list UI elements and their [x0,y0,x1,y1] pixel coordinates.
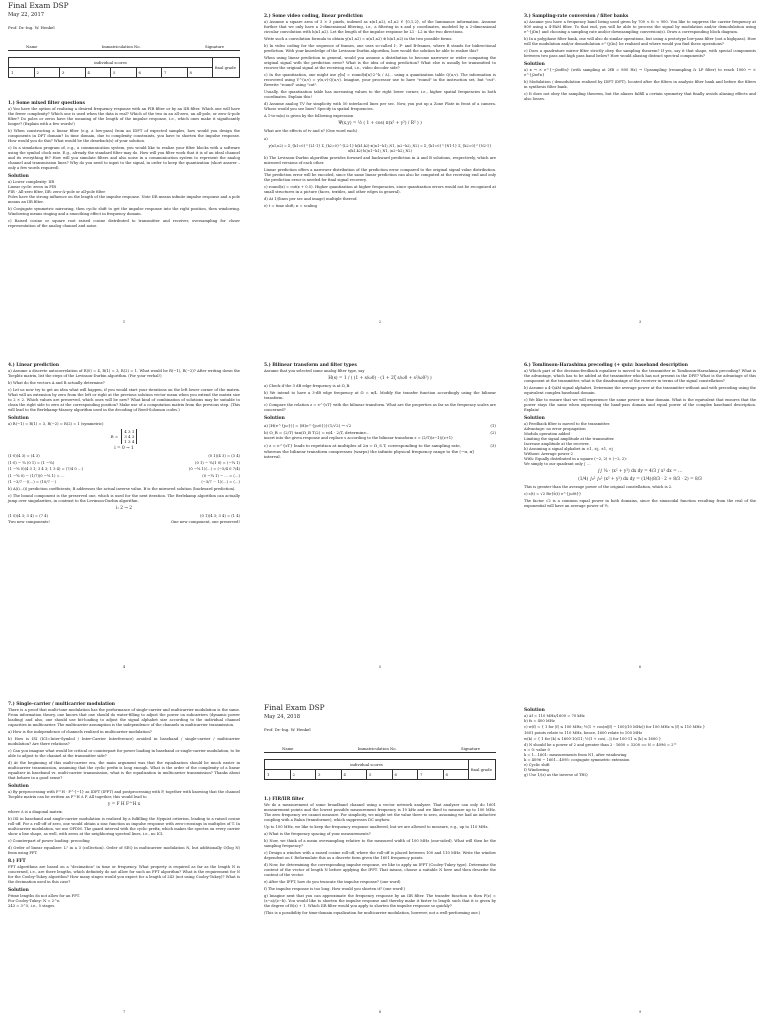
signature-line [8,44,240,51]
iteration-left: (1·0)(4 3) = (4 3) [8,454,40,458]
toeplitz-matrix [8,429,240,444]
score-cell: 1 [9,68,35,78]
question-text: b) What do the vectors A and B actually determine? [8,381,105,385]
name-label: Name [26,44,38,49]
ofdm-formula: y = F H F^H x [107,802,141,807]
solution-text: a) By preprocessing with F^H · F^{−1} as IDFT (IFFT) and postprocessing with F, together with knowing that the channel Toeplitz matrix can be written as F^H Λ F. All together, this would lead to [8,790,240,799]
solution-text: b) The Levinson-Durbin algorithm provides forward and backward prediction in A and B solutions, respectively, which are mirrored versions of each other. [264,156,496,165]
equation-text: c) z = e^{sT} leads to repetition at multiples of 2π = Ω_S T, corresponding to the sampling rate, whereas the bilinear transform compresses (warps) the infinite physical frequency range to the (−π, π] interval. [264,443,474,459]
solution-heading: Solution [8,416,29,421]
section-heading: 2.) Some video coding, linear prediction [264,14,363,19]
exam-title: Final Exam DSP [8,1,69,10]
question-text: b) We intend to have a 3-dB edge frequency at Ω = π/4. Modify the transfer function accordingly using the bilinear transform. [264,391,496,400]
solution-heading: Solution [524,416,545,421]
score-cell: 2 [290,770,316,780]
iteration-row [8,467,240,473]
question-text: (This is a possibility for time-domain equalization for multicarrier modulation, however, not a well-performing one.) [264,911,481,915]
solution-line: d) N should be a power of 2 and greater than 2 · 1600 = 3200 ⟹ N = 4096 = 2¹² [524,743,677,747]
question-text: c) Can you imagine what would be critical or counterpart for power loading in baseband or single-carrier modulation, to be able to adjust to the channel at the transmitter side? [8,749,240,758]
question-text: b) When constructing a linear filter (e.g. a low-pass) from an IDFT of expected samples, how would you design the components in DFT domain? In time domain, due to complexity constraints, you have to shorten the impulse response. How would you do this? What would be the drawback(s) of your solution. [8,129,240,143]
solution-text: b) A(i)...(i) prediction coefficients; B addresses the actual inverse value. B is the mirrored solution (backward prediction). [8,486,236,491]
solution-text: c) s(t) = √2 Re{s̃(t) e^{jω0t}} [524,492,582,496]
equation-number: (3) [490,443,496,448]
professor-name: Prof. Dr.-Ing. W. Henkel [264,727,311,732]
solution-line: 1601 points relate to 110 MHz, hence, 1600 relate to 100 MHz [524,731,643,735]
page-number: 2 [378,319,382,324]
iteration-left: (1 −3/7 ···)(…) = (10/7 ···) [8,480,56,484]
solution-line: a) Δf = 110 MHz/1600 = 70 kHz [524,714,585,718]
page-number: 1 [122,319,126,324]
solution-line: b) Assuming a signal alphabet in ±1, ±j, ±1, ±j [524,447,613,451]
question-text: Up to 100 MHz, we like to keep the frequency response unaltered, but we are allowed to measure, e.g., up to 110 MHz. [264,825,489,829]
solution-heading: Solution [264,416,285,421]
solution-line: g) Use 1/(z) as the inverse of THQ [524,773,588,777]
question-text: What are the effects of tv and x? (One word each) [264,129,358,133]
equation-row [264,423,496,429]
solution-line: With: Equally distributed in a square (−2, 2) × (−2, 2): [524,457,627,461]
professor-name: Prof. Dr.-Ing. W. Henkel [8,25,55,30]
score-cell: 4 [85,68,111,78]
question-text: b) Assume a 4-QAM signal alphabet. Determine the average power at the transmitter without and with precoding using the equivalent complex baseband domain. [524,386,756,395]
solution-line: We simply to our quadrant only ∫ … [524,462,591,466]
solution-line: k = 1...1601: measurements from N1, after windowing [524,753,627,757]
iteration-left: (1 0)(4 3; 3 4) = (7 4) [8,513,48,518]
section-heading: 8.) FFT [8,859,26,864]
solution-text: c) The bound component is the preserved one, which is used for the next iteration. The Berlekamp algorithm can actually jump over singularities, in contrast to the Levinson-Durbin algorithm. [8,493,240,503]
name-label: Name [282,746,294,751]
solution-text: b) Conjugate symmetric mirroring, then cyclic shift to get the impulse response into the right position, then windowing. Windowing means ringing and a smoothing effect in frequency domain. [8,207,240,216]
exam-page-8 [260,690,500,1020]
question-text: c) Design a window with a raised cosine roll-off, where the roll-off is placed between 100 and 110 MHz. Write the window dependent on f. Reformulate this as a discrete form given the 1601 frequency points. [264,851,496,860]
solution-text: insert into the given response and replace s according to the bilinear transform s = (2/T)(z−1)/(z+1) [264,436,453,440]
solution-line: k = 4096 − 1601...4095: conjugate symmetric extension [524,758,630,762]
convolution-formula: y(n1,n2) = Σ_{k1=0}^{L1-1} Σ_{k2=0}^{L2-1} h(k1,k2)·x(⟨n1−k1⟩_N1, ⟨n2−k2⟩_N2) = Σ_{k1=0}^{N1-1} Σ_{k2=0}^{N2-1} x(k1,k2)·h(⟨n1−k1⟩_N1, ⟨n2−k2⟩_N2) [268,144,492,153]
score-cell: 7 [418,770,444,780]
solution-line: Increase amplitude at the receiver. [524,442,590,446]
page-number: 7 [122,1009,126,1014]
question-text: c) Does a quadrature mirror filter strictly obey the sampling theorem? If yes, say it that shape, with special components between two pass and high pass band below? How would aliasing distract spectral components? [524,49,756,58]
question-text: g) Imagine next that you can approximate the frequency response by an IIR filter. The transfer function is then F(z) = (z−a)/(z−b). You would like to shorten the impulse response and thereby make it faster to length such that it is given by the degree of B(z) + 1. Which IIR filter would you apply to shorten the impulse response so quickly? [264,894,496,908]
section-heading: 4.) Linear prediction [8,363,60,368]
solution-line: a) Feedback filter is moved to the transmitter. [524,422,611,426]
score-cell: 3 [316,770,342,780]
solution-line: Advantage: no error propagation [524,427,586,431]
solution-line: b) fs = 400 MHz [524,719,555,723]
power-integral-formula: (1/4) ∫₀² ∫₀² (x² + y²) dx dy = (1/4)(8/3 · 2 + 8/3 · 2) = 8/3 [578,477,702,482]
exam-page-2 [260,0,500,330]
immatriculation-label: Immatriculation No. [101,44,141,49]
zone-plate-formula: Ψ(x,y) = ½ ( 1 + cos( π(x² + y²) / R² ) ) [338,121,422,126]
page-number: 4 [122,664,126,669]
section-heading: 7.) Single-carrier / multicarrier modulation [8,702,115,707]
score-cell: 3 [60,68,86,78]
page-number: 3 [638,319,642,324]
section-heading: 3.) Sampling-rate conversion / filter banks [524,14,629,19]
question-text: a) Which part of the decision-feedback equalizer is moved to the transmitter in Tomlinson-Harashima precoding? What is the advantage, which has to be added at the transmitter which has not present in the DFE? What is the advantage of this component at the transmitter, what is the disadvantage of the receiver in terms of the signal constellation? [524,369,756,383]
iteration-right: (0 1)(4 3) = (3 4) [208,454,240,458]
solution-text: a) Lower complexity: IIR Linear cycle: zeros in FIR FIR - All-zero filter, IIR: zero-&-pole or all-pole filter Poles have the strong influence on the length of the impulse response. Note IIR means infinite impulse response and a pole means an IIR filter. [8,180,240,204]
solution-text: Linear prediction offers a narrower distribution of the prediction error compared to the original signal value distribution. The prediction error will be encoded, since the same linear prediction can also be computed at the receiving end and only the prediction error is needed for final signal recovery. [264,168,496,182]
question-text: b) Now, we think of a mean oversampling relative to the measured width of 100 MHz (one-sided). What will then be the sampling frequency? [264,839,496,848]
score-table [8,57,240,78]
question-text: Write such a convolution formula to obtain y(n1,n2) = x(n1,n2) ⊛ h(n1,n2) in the two possible forms. [264,37,453,41]
signature-line [264,746,496,753]
iteration-row [8,480,240,486]
question-text: f) The impulse response is too long. How would you shorten it? (one word!) [264,887,406,891]
score-cell: 1 [265,770,291,780]
solution-heading: Solution [524,708,545,713]
signature-label: Signature [461,746,480,751]
question-text: d) At the beginning of this multi-carrier era, the main argument was that the equalization should be much easier in multicarrier transmission, assuming that the cyclic prefix is long enough. What is the order of the complexity of a linear equalizer in baseband vs. multi-carrier transmission, what is the equalization in multicarrier transmission? Thanks about that behave in a good sense? [8,761,240,780]
question-text: b) In video coding for the sequence of frames, one uses so-called I-, P- and B-frames, where B stands for bidirectional prediction. With your knowledge of the Levinson-Durbin algorithm, how would the solution be able to realize this? [264,44,496,53]
question-text: b) In a polyphase filter bank, one will also do similar operations, but using a prototype low-pass filter (not a highpass). How will the modulation and/or demodulation e^{jΩn} be realized and where would you find these operations? [524,37,756,46]
matrix-body [121,429,137,444]
solution-line: f) Windowing [524,768,549,772]
equation-number: (2) [490,429,496,435]
page-number: 5 [378,664,382,669]
solution-line: w(k) = { 1 for |k| ≤ 1600·10/11; ½(1 + cos(…)) for 100·11 ≤ |k| ≤ 1600 } [524,737,662,741]
question-text: c) In a simulation program of, e.g., a communication system, you would like to realize your filter blocks with a software using the symbol clock rate. E.g., already the standard filter may do. How will you filter work that it is of an ideal channel and its everything fit? How will you simulate filters and also noise in a communication system to represent the analog channel and transmission lines? Why do you need to input to the signal, in order to keep the quantization (short answer – only a few words required). [8,146,240,170]
solution-text: a) R(−1) = R(1) = 3, R(−2) = R(2) = 1 (symmetric) [8,422,104,426]
iteration-right: (0 1)(4 3; 3 4) = (1 4) [200,513,240,518]
solution-text: b) ISI in baseband and single-carrier modulation is realized by a fulfilling the Nyquist criterion, leading to a raised cosine roll-off. For a roll-off of zero, one would obtain a sinc function as impulse response with zero-crossings in multiples of T. In multicarrier modulation, we use OFDM. The guard interval with the cyclic prefix, which makes the spectra on every carrier show a line shape, as well, with zeros at the neighboring spectral lines, i.e., no ICI. [8,817,240,836]
final-grade-label: final grade [213,58,240,78]
score-cell: 4 [341,770,367,780]
equation-number: (1) [490,423,496,428]
question-text: c) In the quantization, one might use y[n] = round(x[n]·2^k / Δ)... using a quantization table Q(u,v). The information is recovered using Y^(u,v) = y(u,v)·Q(u,v). Imagine, your processor use to have "round" in the instruction set, but "cut". Rewrite "round" using "cut". [264,73,496,87]
exam-title: Final Exam DSP [264,703,325,712]
immatriculation-label: Immatriculation No. [357,746,397,751]
exam-page-9 [520,690,760,1020]
solution-line: Limiting the signal amplitude at the transmitter. [524,437,615,441]
equation-row [264,430,496,436]
question-text: d) Assume analog TV for simplicity with 50 interlaced lines per sec. Now, you put up a Zone Plate in front of a camera. Whose would you see lines? Specify in spatial frequencies. [264,102,496,111]
question-text: c) Compare the relation z = e^{sT} with the bilinear transform. What are the properties as far as the frequency scales are concerned? [264,403,496,412]
score-cell: 7 [162,68,188,78]
iteration-row [8,520,240,526]
solution-line: Without: Average power 2 [524,452,573,456]
iteration-left: (1 −¾ 0)(4 3 1; 3 4 3; 1 3 4) = (7/4 0 …) [8,467,84,471]
question-text: b) How is ISI (ICI=Inter-Symbol / Inter-Carrier Interference) avoided in baseband / single-carrier / multicarrier modulation? Are there relations? [8,737,240,746]
individual-scores-label: individual scores [265,760,469,770]
final-grade-label: final grade [469,760,496,780]
question-text: There is a proof that multi-tone modulation has the performance of single-carrier and multicarrier modulation is the same. From information theory, one knows that one should do water-filling to adjust the power on subcarriers (dynamic power loading) and also, one should use bit-loading to adjust the signal alphabet size according to the individual channel capacities in multicarrier. The multicarrier assumption is the independence of the channels in multicarrier transmission. [8,708,240,727]
solution-text: c) It does not obey the sampling theorem, but the aliases fulfill a certain symmetry that finally avoids aliasing effects and also losses. [524,92,756,101]
solution-text: d) At 1/(lines per sec and image) multiple thereof. [264,197,358,201]
score-table [264,759,496,780]
exam-page-5 [260,345,500,675]
solution-text: e) t = time shift; n = scaling [264,204,317,208]
iteration-row [8,461,240,467]
iteration-row [8,514,240,520]
solution-text: c) Raised cosine or square root raised cosine distributed to transmitter and receiver, oversampling for closer representation of the analog channel and noise. [8,219,240,228]
iteration-left: (1 −¾ 0) − (1/7)(0 −¾ 1) = … [8,473,65,478]
question-text: Assume that you selected some analog filter type, say [264,369,365,373]
section-heading: 1.) FIR/IIR filter [264,797,304,802]
solution-line: x = 0: value 0 [524,748,550,752]
matrix-row: 4 3 1 [124,429,135,434]
question-text: c) Let us now try to get an idea what will happen, if you would start your iterations on the left lower corner of the matrix. What will an extension by zero from the left or right at the previous solution vector mean when you extend the matrix size to 2 × 2. Which values are preserved, which ones will be new? What kind of combination of solutions may be suitable to clean the right side to zero at the corresponding position? Make use of a computation matrix from the previous step. (This will lead to the Berlekamp-Massey algorithm used in the decoding of Reed-Solomon codes.) [8,388,240,412]
iteration-label: i: 2 → 2 [116,505,132,511]
solution-heading: Solution [8,784,29,789]
exam-page-6 [520,345,760,675]
solution-text: The factor √2 is a common equal power in both domains, since the sinusoidal function resulting from the real of the exponential will have an average power of ½. [524,499,756,508]
question-text: Usually, the quantization table has increasing values to the right lower corner, i.e., higher spatial frequencies in both coordinates. Explain this! [264,90,496,99]
solution-line: e) Cyclic shift [524,763,550,767]
question-text: c) We like to ensure that we will experience the same power in time domain. What is the equivalent that ensures that the power stays the same when expressing the band-pass domain and equal power of the complex baseband description. Explain! [524,398,756,412]
individual-scores-label: individual scores [9,58,213,68]
section-heading: 5.) Bilinear transform and filter types [264,363,357,368]
exam-page-1 [4,0,244,330]
question-text: e) After the IFFT, how do you truncate the impulse response? (one word) [264,880,401,884]
solution-heading: Solution [8,174,29,179]
question-text: a) What is the frequency spacing of your measurements? [264,832,371,836]
iteration-label: i = 0 → 1 [114,446,134,451]
section-heading: 1.) Some mixed filter questions [8,101,85,106]
note-left: Two new components! [8,520,50,524]
transfer-function-formula: H(s) = 1 / ( (1 + s/ω0) · (1 + 2ζ s/ω0 + s²/ω0²) ) [328,376,432,381]
exam-page-4 [4,345,244,675]
iteration-row [8,474,240,480]
solution-heading: Solution [524,62,545,67]
matrix-row: 1 3 4 [124,439,135,444]
solution-line: c) w(f) = { 1 for |f| ≤ 100 MHz; ½(1 + cos(π(|f| − 100)/10 MHz)) for 100 MHz ≤ |f| ≤ 110 MHz } [524,725,706,729]
exam-page-3 [520,0,760,330]
solution-heading: Solution [8,888,29,893]
score-cell: 6 [392,770,418,780]
question-text: a) Assume a square area of 3 × 3 pixels, indexed as x(n1,n2), n1,n2 ∈ {0,1,2}, of the luminance information. Assume further that we only have a 2-dimensional filtering, i.e., a filtering in x and y coordinates, modeled by a 2-dimensional circular convolution with h(n1,n2). Let the length of the impulse response be L1 · L2 in the two directions. [264,20,496,34]
exam-date: May 24, 2018 [264,713,301,720]
solution-text: c) Counterpart of power loading: precoding [8,839,90,843]
iteration-left: (1·0) − ¾ (0 1) = (1 −¾) [8,460,55,465]
solution-text: a) [264,137,268,141]
iteration-right: (0 1) − ¾(1 0) = (−¾ 1) [195,460,240,465]
score-cell: 5 [367,770,393,780]
solution-text: b) Modulation / demodulation realized by IDFT (DFT), located after the filters in analysis filter bank and before the filters in synthesis filter bank. [524,80,756,89]
question-text: a) Assume you have a frequency band being used given by 700 < fc < 900. You like to suppress the carrier frequency at 800 using a 4-PAM filter. To that end, you will be able to process the signal by modulation and/or demodulation using e^{jΩn} and choosing a sampling rate and/or downsampling conversion(s). Draw a corresponding block diagram. [524,20,756,34]
page-number: 8 [378,1009,382,1014]
exam-date: May 22, 2017 [8,11,45,18]
score-cell: 2 [34,68,60,78]
question-text: a) Check if the 3 dB edge frequency is at Ω_B. [264,384,351,388]
question-text: FFT algorithms are based on a "decimation" in time or frequency. What property is required as far as the length N is concerned, i.e., are there lengths, which definitely do not allow for such an FFT algorithm? What is the requirement for N for the Cooley-Tukey algorithm? How many stages would you expect for a length of 243 (not using Cooley-Tukey)? What is the decimation used in this case? [8,865,240,884]
solution-line: Modulo operation added [524,432,570,436]
question-text: A 1-to-m(n) is given by the following expression [264,114,354,118]
score-cell: 8 [443,770,469,780]
score-cell: 8 [187,68,213,78]
iteration-right: (0 −¾ 1) − … = (…) [202,473,240,478]
equation-row [264,443,496,460]
solution-text: c) round(x) = cut(x + 0.5). Higher quantization at higher frequencies, since quantization errors would not be recognized at small structures in a picture (faces, textiles, and other edges in general). [264,185,496,194]
page-number: 9 [638,1009,642,1014]
equation-text: b) Ω_B = (2/T) tan(Ω_B T/2) = π/4 · 2/T, determine... [264,429,370,435]
question-text: a) You have the option of realizing a desired frequency response with an FIR filter or by an IIR filter. Which one will have the fewer complexity? Which one is used when the data is real? Which of the two in an all-zero, an all-pole, or zero-&-pole filter? Do poles or zeros have the meaning of the length of the impulse response, i.e., which ones make it significantly longer? (Explain with a few words!) [8,107,240,126]
question-text: a) Assume a discrete autocorrelation of R(0) = 4, R(1) = 3, R(2) = 1. What would be R(−1), R(−2)? After writing down the Toeplitz matrix, list the steps of the Levinson-Durbin algorithm. (For your verbal!) [8,369,240,378]
note-right: One new component, one preserved! [171,520,240,524]
equation-text: a) |H(e^{jω})| = |H(e^{jω0})|·(1/√2) → √2 [264,423,352,428]
solution-text: Prime lengths do not allow for an FFT. For Cooley-Tukey: N = 2^n 243 = 3^5, i.e., 5 stages. [8,894,80,908]
question-text: a) How is the independence of channels realized in multicarrier modulation? [8,730,152,734]
solution-text: This is greater than the average power of the original constellation, which is 2. [524,485,673,489]
score-cell: 6 [136,68,162,78]
power-integral-formula: ∫∫ ¼ · (x² + y²) dx dy = 4/3 ∫ x² dx = … [597,469,683,474]
exam-page-7 [4,690,244,1020]
iteration-right: (−3/7 ··· 1)(…) = (…) [201,480,240,484]
question-text: When using linear prediction in general, would you assume a distribution to become narrower or wider comparing the original signal with the prediction error? What is the idea of using prediction? What else is usually be transmitted to recover the original signal at the receiving end, i.e., video decoder side? [264,56,496,70]
matrix-label: R = [110,434,119,439]
question-text: d) Now, for determining the corresponding impulse response, we like to apply an IFFT (Cooley-Tukey type). Determine the content of the vector of length N before applying the IFFT. That means, choose a suitable N here and then describe the content of the vector. [264,863,496,877]
matrix-row: 3 4 3 [124,434,135,439]
solution-text: a) x → × e^{−j2πf0n} (with sampling at 2fB = 800 Hz) → Upsampling (resampling & LP filter) to reach 1000 → × e^{j2πf'n} [524,68,756,77]
signature-label: Signature [205,44,224,49]
section-heading: 6.) Tomlinson-Harashima precoding (+ quiz: baseband description [524,363,688,368]
question-text: We do a measurement of some broadband channel using a vector network analyzer. That analyzer can only do 1601 measurement points and the lowest possible measurement frequency is 10 kHz and we liked to measure up to 100 MHz. The zero frequency we cannot measure. For simplicity, we might set the value there to zero, assuming we had an inductive coupling with a Balun (transformer), which suppresses DC anyhow. [264,803,496,822]
page-number: 6 [638,664,642,669]
iteration-right: (0 −¾ 1)(…) = (−5/4 0 7/4) [188,467,240,471]
solution-text: where Λ is a diagonal matrix. [8,810,63,814]
solution-text: d) Order of linear equalizer: L² in a 3 (collection). Order of SEQ in multicarrier modulation N, but additionally O(log N) from using FFT. [8,846,240,855]
iteration-row [8,454,240,460]
score-cell: 5 [111,68,137,78]
